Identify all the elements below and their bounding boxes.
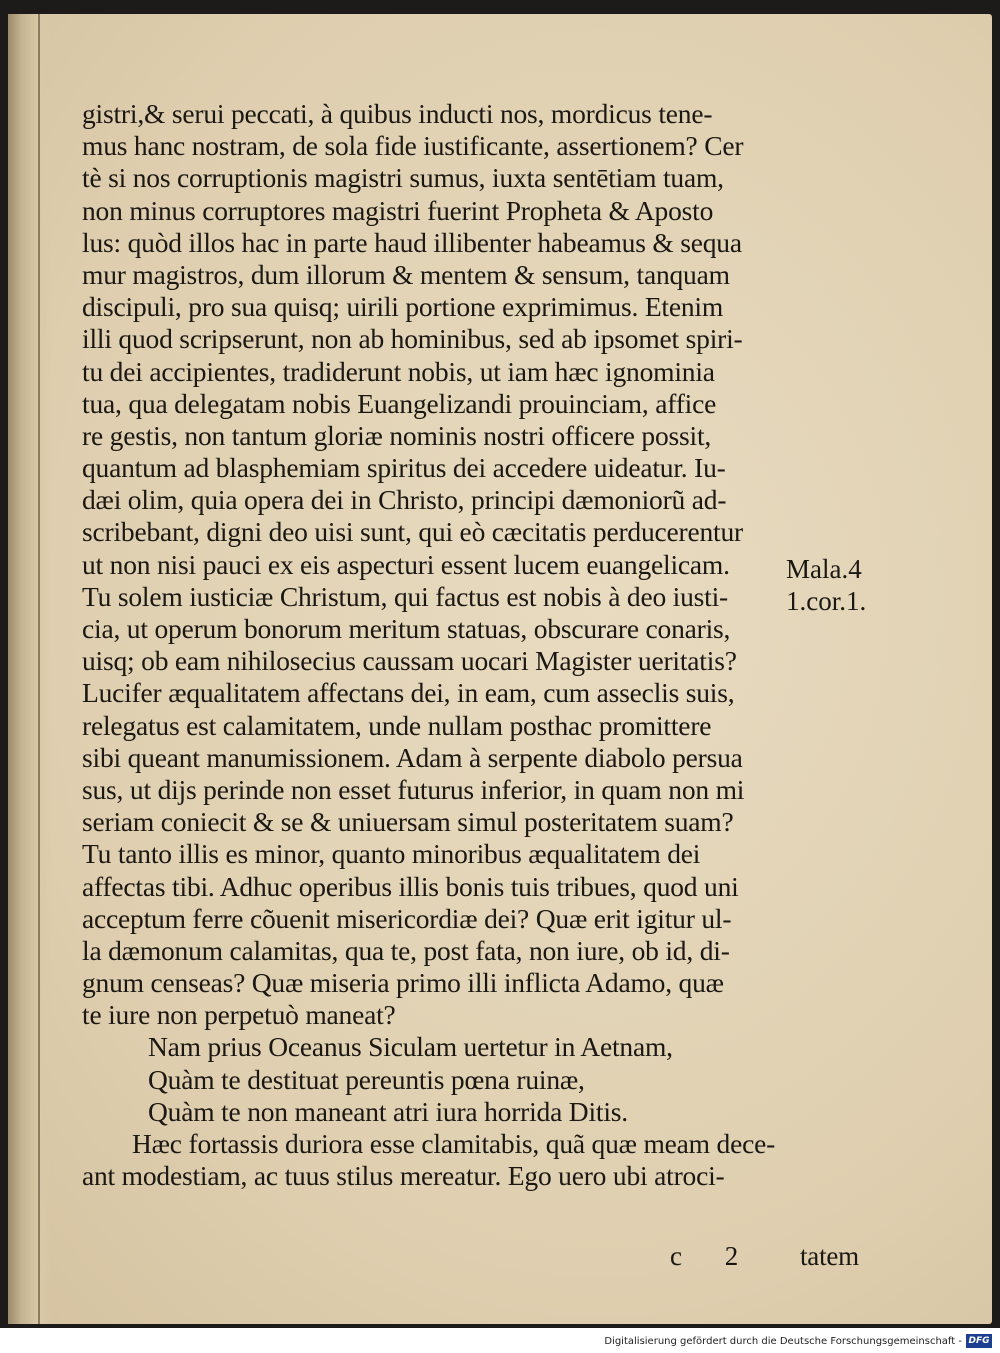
- funding-credit: Digitalisierung gefördert durch die Deutsche Forschungsgemeinschaft -: [604, 1336, 962, 1347]
- text-line: sibi queant manumissionem. Adam à serpente diabolo persua: [82, 741, 743, 773]
- text-line: non minus corruptores magistri fuerint Propheta & Aposto: [82, 194, 714, 226]
- text-line: ant modestiam, ac tuus stilus mereatur. Ego uero ubi atroci-: [82, 1160, 725, 1192]
- text-line: illi quod scripserunt, non ab hominibus, sed ab ipsomet spiri-: [82, 323, 743, 355]
- text-line: sus, ut dijs perinde non esset futurus inferior, in quam non mi: [82, 773, 745, 805]
- text-line: mur magistros, dum illorum & mentem & sensum, tanquam: [82, 258, 730, 290]
- text-line: Lucifer æqualitatem affectans dei, in eam, cum asseclis suis,: [82, 677, 735, 709]
- text-line: tua, qua delegatam nobis Euangelizandi prouinciam, affice: [82, 387, 717, 419]
- margin-note: 1.cor.1.: [786, 586, 867, 616]
- text-line: Hæc fortassis duriora esse clamitabis, quã quæ meam dece-: [132, 1128, 776, 1159]
- text-line: re gestis, non tantum gloriæ nominis nostri officere possit,: [82, 419, 712, 451]
- page-gutter: [8, 14, 52, 1324]
- verse-line: Quàm te destituat pereuntis pœna ruinæ,: [148, 1063, 585, 1095]
- text-line: te iure non perpetuò maneat?: [82, 999, 396, 1031]
- page-footer: [82, 1240, 882, 1272]
- text-line: la dæmonum calamitas, qua te, post fata, non iure, ob id, di-: [82, 934, 730, 966]
- text-line: ut non nisi pauci ex eis aspecturi essent lucem euangelicam.: [82, 548, 730, 580]
- dfg-logo: DFG: [966, 1334, 992, 1348]
- margin-note: Mala.4: [786, 554, 862, 584]
- margin-notes: [786, 553, 866, 617]
- text-line: Tu solem iusticiæ Christum, qui factus est nobis à deo iusti-: [82, 580, 729, 612]
- text-line: Tu tanto illis es minor, quanto minoribus æqualitatem dei: [82, 838, 701, 870]
- text-line: affectas tibi. Adhuc operibus illis bonis tuis tribues, quod uni: [82, 870, 739, 902]
- gutter-fold: [38, 14, 40, 1324]
- text-line: scribebant, digni deo uisi sunt, qui eò cæcitatis perducerentur: [82, 516, 743, 548]
- text-line: quantum ad blasphemiam spiritus dei accedere uideatur. Iu-: [82, 452, 726, 484]
- text-line: mus hanc nostram, de sola fide iustificante, assertionem? Cer: [82, 130, 744, 162]
- text-line: acceptum ferre cõuenit misericordiæ dei? Quæ erit igitur ul-: [82, 902, 732, 934]
- text-line: uisq; ob eam nihilosecius caussam uocari Magister ueritatis?: [82, 645, 737, 677]
- text-line: tè si nos corruptionis magistri sumus, iuxta sentētiam tuam,: [82, 162, 724, 194]
- text-line: cia, ut operum bonorum meritum statuas, obscurare conaris,: [82, 613, 731, 644]
- text-line: discipuli, pro sua quisq; uirili portione exprimimus. Etenim: [82, 291, 724, 323]
- text-line: lus: quòd illos hac in parte haud illibenter habeamus & sequa: [82, 226, 742, 258]
- text-line: tu dei accipientes, tradiderunt nobis, ut iam hæc ignominia: [82, 355, 715, 387]
- text-line: gistri,& serui peccati, à quibus inducti nos, mordicus tene-: [82, 98, 713, 129]
- text-line: dæi olim, quia opera dei in Christo, principi dæmoniorũ ad-: [82, 484, 727, 516]
- verse-line: Nam prius Oceanus Siculam uertetur in Aetnam,: [148, 1031, 673, 1063]
- signature-mark: c 2: [670, 1241, 757, 1271]
- text-line: relegatus est calamitatem, unde nullam posthac promittere: [82, 709, 712, 741]
- verse-line: Quàm te non maneant atri iura horrida Ditis.: [148, 1095, 628, 1127]
- text-line: seriam coniecit & se & uniuersam simul posteritatem suam?: [82, 806, 734, 838]
- catchword: tatem: [800, 1241, 859, 1271]
- text-line: gnum censeas? Quæ miseria primo illi inflicta Adamo, quæ: [82, 967, 724, 999]
